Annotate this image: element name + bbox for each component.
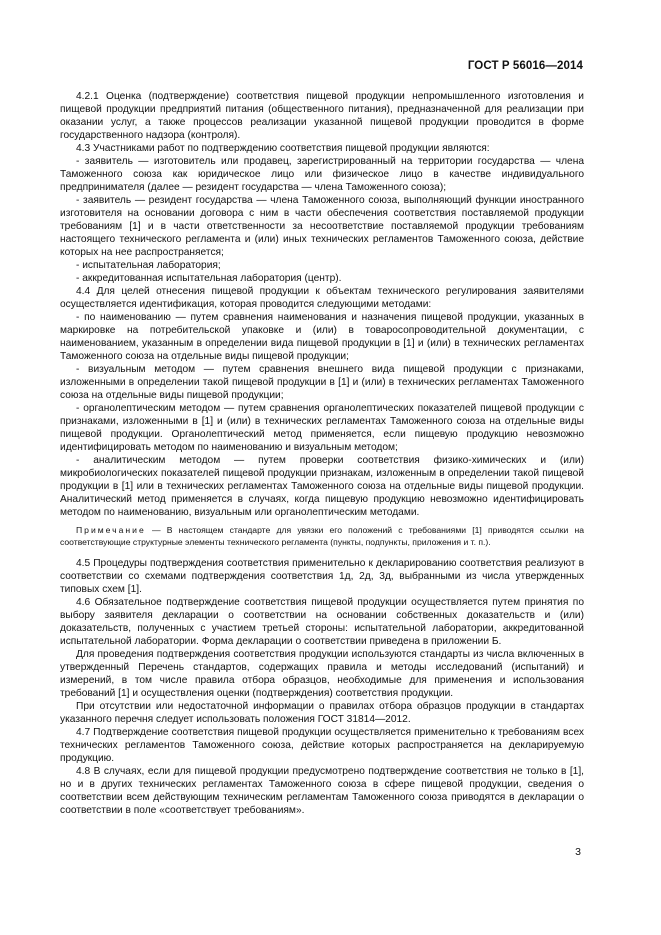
paragraph-4-8: 4.8 В случаях, если для пищевой продукции предусмотрено подтверждение соответствия не только в [1], но и в других технических регламентах Таможенного союза в сфере пищевой продукции, сведения о соответствии всем действующим техническим регламентам Таможенного союза приводятся в декларации о соответствии в поле «соответствует требованиям». (60, 766, 584, 816)
note-label: Примечание (76, 525, 146, 535)
list-item-accredited-lab: - аккредитованная испытательная лаборатория (центр). (76, 273, 342, 284)
paragraph-4-3: 4.3 Участниками работ по подтверждению соответствия пищевой продукции являются: (76, 143, 490, 154)
list-item-visual: - визуальным методом — путем сравнения внешнего вида пищевой продукции с признаками, изложенными в определении такой пищевой продукции в [1] и (или) в технических регламентах Таможенного союза на отдельные виды пищевой продукции; (60, 364, 584, 401)
list-item-applicant-2: - заявитель — резидент государства — члена Таможенного союза, выполняющий функции иностранного изготовителя на основании договора с ним в части обеспечения соответствия поставляемой продукции требованиям [1] и в части ответственности за несоответствие поставляемой продукции требованиям настоящего технического регламента и (или) иных технических регламентов Таможенного союза, действие которых на нее распространяется; (60, 195, 584, 258)
list-item-by-name: - по наименованию — путем сравнения наименования и назначения пищевой продукции, указанных в маркировке на потребительской упаковке и (или) в товаросопроводительной документации, с наименованием, указанным в определении вида пищевой продукции в [1] и (или) в технических регламентах Таможенного союза на отдельные виды пищевой продукции; (60, 312, 584, 362)
paragraph-4-4: 4.4 Для целей отнесения пищевой продукции к объектам технического регулирования заявителями осуществляется идентификация, которая проводится следующими методами: (60, 286, 584, 310)
paragraph-4-5: 4.5 Процедуры подтверждения соответствия применительно к декларированию соответствия реализуют в соответствии со схемами подтверждения соответствия 1д, 2д, 3д, выбранными из числа утвержденных типовых схем [1]. (60, 558, 584, 595)
paragraph-4-6: 4.6 Обязательное подтверждение соответствия пищевой продукции осуществляется путем принятия по выбору заявителя декларации о соответствии на основании собственных доказательств и (или) доказательств, полученных с участием третьей стороны: испытательной лаборатории, аккредитованной испытательной лаборатории. Форма декларации о соответствии приведена в приложении Б. (60, 597, 584, 647)
paragraph-standards: Для проведения подтверждения соответствия продукции используются стандарты из числа включенных в утвержденный Перечень стандартов, содержащих правила и методы исследований (испытаний) и измерений, в том числе правила отбора образцов, необходимые для применения и использования требований [1] и осуществления оценки (подтверждения) соответствия продукции. (60, 649, 584, 699)
note (60, 525, 584, 548)
list-item-analytical: - аналитическим методом — путем проверки соответствия физико-химических и (или) микробиологических показателей пищевой продукции признакам, изложенным в определении такой пищевой продукции в [1] или в технических регламентах Таможенного союза на отдельные виды пищевой продукции. Аналитический метод применяется в случаях, когда пищевую продукцию невозможно идентифицировать методом по наименованию, визуальным или органолептическим методами. (60, 455, 584, 518)
paragraph-4-2-1: 4.2.1 Оценка (подтверждение) соответствия пищевой продукции непромышленного изготовления и пищевой продукции предприятий питания (общественного питания), предназначенной для реализации при оказании услуг, а также процессов реализации указанной пищевой продукции проводится в форме государственного надзора (контроля). (60, 91, 584, 141)
paragraph-4-7: 4.7 Подтверждение соответствия пищевой продукции осуществляется применительно к требованиям всех технических регламентов Таможенного союза, действие которых распространяется на декларируемую продукцию. (60, 727, 584, 764)
list-item-organoleptic: - органолептическим методом — путем сравнения органолептических показателей пищевой продукции с признаками, изложенными в [1] и (или) в технических регламентах Таможенного союза на отдельные виды пищевой продукции. Органолептический метод применяется, если пищевую продукцию невозможно идентифицировать методом по наименованию и визуальным методом; (60, 403, 584, 453)
note-text: — В настоящем стандарте для увязки его положений с требованиями [1] приводятся ссылки на соответствующие структурные элементы технического регламента (пункты, подпункты, приложения и т. п.). (60, 525, 584, 547)
document-body (60, 90, 584, 817)
list-item-applicant-1: - заявитель — изготовитель или продавец, зарегистрированный на территории государства — члена Таможенного союза как юридическое лицо или физическое лицо в качестве индивидуального предпринимателя (далее — резидент государства — члена Таможенного союза); (60, 156, 584, 193)
list-item-test-lab: - испытательная лаборатория; (76, 260, 221, 271)
paragraph-sampling: При отсутствии или недостаточной информации о правилах отбора образцов продукции в стандартах указанного перечня следует использовать положения ГОСТ 31814—2012. (60, 701, 584, 725)
document-header: ГОСТ Р 56016—2014 (467, 60, 583, 72)
page-number: 3 (575, 846, 581, 858)
